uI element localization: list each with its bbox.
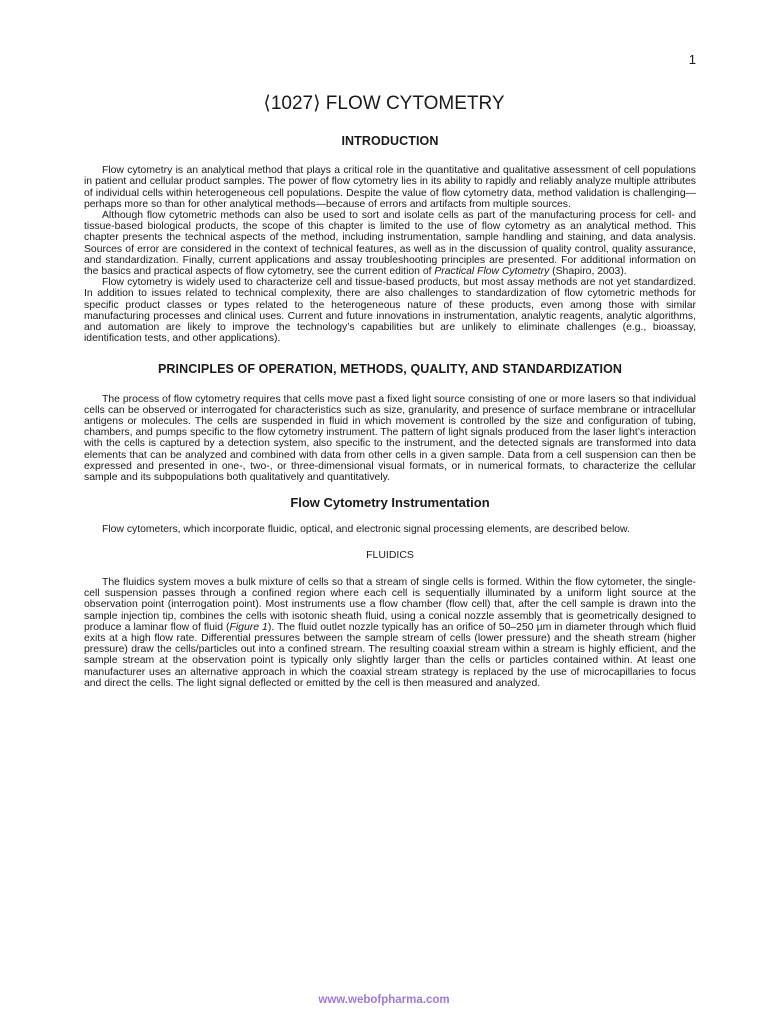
principles-paragraph-1: The process of flow cytometry requires that cells move past a fixed light source consisting of one or more lasers so that individual cells can be observed or interrogated for characteristics such as size, granularity, and presence of surface membrane or intracellular antigens or molecules. The cells are suspended in fluid in which movement is controlled by the size and configuration of tubing, chambers, and pumps specific to the flow cytometry instrument. The pattern of light signals produced from the laser light’s interaction with the cells is captured by a detection system, also specific to the instrument, and the detected signals are transformed into data elements that can be analyzed and combined with data from other cells in a given sample. Data from a cell suspension can then be expressed and presented in one-, two-, or three-dimensional visual formats, or in numerical formats, to characterize the cellular sample and its subpopulations both qualitatively and quantitatively. (84, 393, 696, 484)
footer-url[interactable]: www.webofpharma.com (318, 994, 450, 1006)
document-title: ⟨1027⟩ FLOW CYTOMETRY (263, 93, 505, 114)
instrumentation-paragraph-1: Flow cytometers, which incorporate fluidic, optical, and electronic signal processing elements, are described below. (102, 524, 630, 536)
fluidics-paragraph-1-end: ). The fluid outlet nozzle typically has an orifice of 50–250 µm in diameter through which fluid exits at a high flow rate. Differential pressures between the sample stream of cells (lower pressure) and the sheath stream (higher pressure) draw the cells/particles out into a confined stream. The resulting coaxial stream within a stream is highly efficient, and the sample stream at the observation point is typically only slightly larger than the cells or particles contained within. At least one manufacturer uses an alternative approach in which the coaxial stream strategy is replaced by the use of microcapillaries to focus and direct the cells. The light signal deflected or emitted by the cell is then measured and analyzed. (84, 621, 696, 689)
introduction-paragraph-1: Flow cytometry is an analytical method that plays a critical role in the quantitative and qualitative assessment of cell populations in patient and cellular product samples. The power of flow cytometry lies in its ability to rapidly and reliably analyze multiple attributes of individual cells within heterogeneous cell populations. Despite the value of flow cytometry data, method validation is challenging—perhaps more so than for other analytical methods—because of errors and artifacts from multiple sources. (84, 165, 696, 210)
figure-reference[interactable]: Figure 1 (229, 621, 268, 633)
fluidics-paragraph-1-text: The fluidics system moves a bulk mixture of cells so that a stream of single cells is formed. Within the flow cytometer, the single-cell suspension passes through a confined region where each cell is sequentially illuminated by a uniform light source at the observation point (interrogation point). Most instruments use a flow chamber (flow cell) that, after the cell sample is drawn into the sample injection tip, combines the cells with isotonic sheath fluid, using a conical nozzle assembly that is geometrically designed to produce a laminar flow of fluid ( (84, 576, 696, 633)
principles-heading: PRINCIPLES OF OPERATION, METHODS, QUALITY, AND STANDARDIZATION (157, 362, 623, 377)
fluidics-heading: FLUIDICS (366, 548, 414, 561)
introduction-paragraph-2 (84, 210, 696, 277)
page-number: 1 (688, 52, 696, 67)
introduction-paragraph-3: Flow cytometry is widely used to characterize cell and tissue-based products, but most assay methods are not yet standardized. In addition to issues related to technical complexity, there are also challenges to standardization of flow cytometric methods for specific product classes or types related to the heterogeneous nature of these products, even among those with similar manufacturing processes and clinical uses. Current and future innovations in instrumentation, analytic reagents, analytic algorithms, and automation are likely to improve the technology’s capabilities but are unlikely to eliminate challenges (e.g., bioassay, identification tests, and other applications). (84, 277, 696, 345)
document-body (84, 136, 696, 689)
introduction-heading: INTRODUCTION (341, 134, 439, 148)
book-title-reference: Practical Flow Cytometry (434, 266, 550, 278)
introduction-paragraph-2-end: (Shapiro, 2003). (549, 266, 627, 278)
fluidics-paragraph-1 (84, 577, 696, 689)
introduction-paragraph-2-text: Although flow cytometric methods can also be used to sort and isolate cells as part of the manufacturing process for cell- and tissue-based biological products, the scope of this chapter is limited to the use of flow cytometry as an analytical method. This chapter presents the technical aspects of the method, including instrumentation, sample handling and staining, and data analysis. Sources of error are considered in the context of technical features, as well as in the discussion of quality control, quality assurance, and standardization. Finally, current applications and assay troubleshooting principles are presented. For additional information on the basics and practical aspects of flow cytometry, see the current edition of (84, 210, 696, 278)
instrumentation-heading: Flow Cytometry Instrumentation (290, 495, 490, 511)
